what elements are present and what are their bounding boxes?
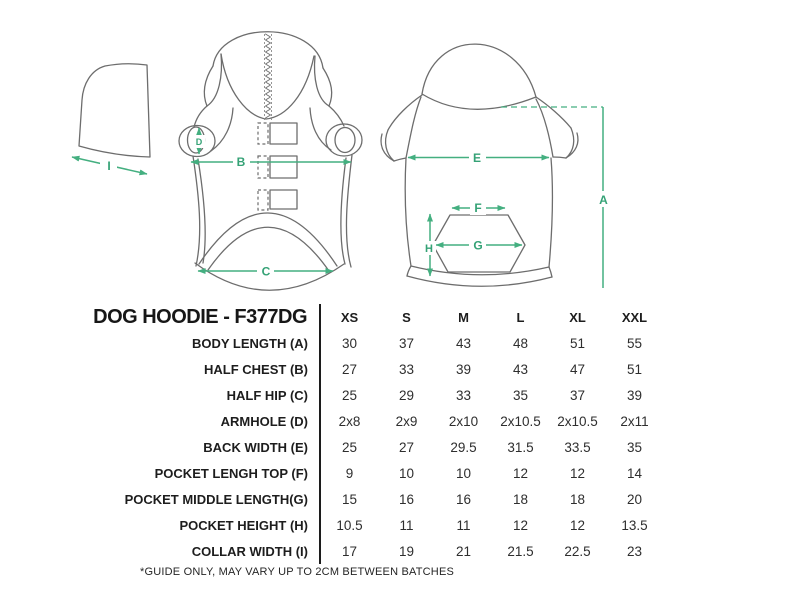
size-value-cell: 39 xyxy=(455,361,472,377)
size-value-cell: 21 xyxy=(455,543,472,559)
size-value-cell: 9 xyxy=(345,465,354,481)
table-row xyxy=(60,538,663,564)
size-value-cell: 19 xyxy=(398,543,415,559)
size-value-cell: 2x8 xyxy=(338,413,361,429)
measure-line-a xyxy=(501,107,611,288)
chart-title: DOG HOODIE - F377DG xyxy=(60,304,320,330)
size-value-cell: 29.5 xyxy=(450,439,477,455)
size-value-cell: 33 xyxy=(398,361,415,377)
size-value-cell: 29 xyxy=(398,387,415,403)
table-row xyxy=(60,512,663,538)
size-value-cell: 48 xyxy=(512,335,529,351)
measure-arrow-i xyxy=(72,157,147,174)
size-value-cell: 18 xyxy=(512,491,529,507)
row-label: HALF HIP (C) xyxy=(60,382,320,408)
size-value-cell: 18 xyxy=(569,491,586,507)
size-column-header: XL xyxy=(569,309,586,325)
measure-arrow-g xyxy=(436,237,522,253)
size-column-header: S xyxy=(402,309,411,325)
measure-letter-e: E xyxy=(472,151,482,165)
size-value-cell: 22.5 xyxy=(564,543,591,559)
size-value-cell: 37 xyxy=(569,387,586,403)
table-row xyxy=(60,434,663,460)
size-value-cell: 43 xyxy=(512,361,529,377)
measure-letter-g: G xyxy=(473,238,483,253)
size-value-cell: 27 xyxy=(398,439,415,455)
size-value-cell: 12 xyxy=(512,517,529,533)
size-column-header: M xyxy=(458,309,469,325)
size-value-cell: 55 xyxy=(626,335,643,351)
size-value-cell: 43 xyxy=(455,335,472,351)
size-value-cell: 35 xyxy=(512,387,529,403)
row-label: POCKET MIDDLE LENGTH(G) xyxy=(60,486,320,512)
row-label: POCKET HEIGHT (H) xyxy=(60,512,320,538)
size-column-header: L xyxy=(516,309,525,325)
size-value-cell: 2x9 xyxy=(395,413,418,429)
size-value-cell: 33.5 xyxy=(564,439,591,455)
back-view-diagram xyxy=(381,44,611,288)
size-value-cell: 31.5 xyxy=(507,439,534,455)
size-table xyxy=(60,304,664,564)
size-value-cell: 2x10.5 xyxy=(500,413,541,429)
measure-letter-h: H xyxy=(425,243,433,255)
size-value-cell: 51 xyxy=(569,335,586,351)
row-label: HALF CHEST (B) xyxy=(60,356,320,382)
size-value-cell: 35 xyxy=(626,439,643,455)
size-value-cell: 23 xyxy=(626,543,643,559)
size-value-cell: 12 xyxy=(569,465,586,481)
size-value-cell: 30 xyxy=(341,335,358,351)
size-value-cell: 15 xyxy=(341,491,358,507)
size-value-cell: 10.5 xyxy=(336,517,363,533)
size-value-cell: 39 xyxy=(626,387,643,403)
row-label: ARMHOLE (D) xyxy=(60,408,320,434)
size-value-cell: 2x10 xyxy=(448,413,479,429)
row-label: BACK WIDTH (E) xyxy=(60,434,320,460)
measure-letter-d: D xyxy=(195,137,203,147)
collar-piece-diagram xyxy=(72,64,150,174)
size-value-cell: 37 xyxy=(398,335,415,351)
right-armhole xyxy=(326,124,362,156)
size-value-cell: 16 xyxy=(398,491,415,507)
size-value-cell: 27 xyxy=(341,361,358,377)
size-value-cell: 21.5 xyxy=(507,543,534,559)
table-header-row xyxy=(60,304,663,330)
size-value-cell: 11 xyxy=(399,517,414,533)
table-row xyxy=(60,460,663,486)
measure-letter-c: C xyxy=(261,264,271,279)
measure-letter-a: A xyxy=(599,193,608,207)
table-row xyxy=(60,408,663,434)
size-value-cell: 17 xyxy=(341,543,358,559)
row-label: BODY LENGTH (A) xyxy=(60,330,320,356)
size-value-cell: 20 xyxy=(626,491,643,507)
velcro-tabs xyxy=(258,123,297,210)
table-row xyxy=(60,356,663,382)
size-value-cell: 25 xyxy=(341,387,358,403)
size-value-cell: 13.5 xyxy=(621,517,648,533)
zigzag-stitch xyxy=(265,34,272,120)
measure-arrow-h xyxy=(421,214,436,276)
size-value-cell: 11 xyxy=(456,517,471,533)
front-view-diagram xyxy=(179,32,362,291)
size-value-cell: 47 xyxy=(569,361,586,377)
size-value-cell: 51 xyxy=(626,361,643,377)
measure-arrow-c xyxy=(198,263,333,279)
row-label: COLLAR WIDTH (I) xyxy=(60,538,320,564)
measure-letter-f: F xyxy=(474,201,482,215)
size-value-cell: 10 xyxy=(455,465,472,481)
row-label: POCKET LENGH TOP (F) xyxy=(60,460,320,486)
size-value-cell: 12 xyxy=(569,517,586,533)
measure-arrow-f xyxy=(452,201,505,215)
size-column-header: XXL xyxy=(621,309,648,325)
table-row xyxy=(60,382,663,408)
size-value-cell: 16 xyxy=(455,491,472,507)
size-value-cell: 25 xyxy=(341,439,358,455)
footnote: *GUIDE ONLY, MAY VARY UP TO 2CM BETWEEN BATCHES xyxy=(140,566,455,578)
size-value-cell: 33 xyxy=(455,387,472,403)
measure-letter-i: I xyxy=(107,159,111,173)
table-row xyxy=(60,330,663,356)
table-row xyxy=(60,486,663,512)
measure-arrow-e xyxy=(408,150,549,165)
size-value-cell: 10 xyxy=(398,465,415,481)
size-value-cell: 12 xyxy=(512,465,529,481)
measure-letter-b: B xyxy=(236,155,246,169)
size-value-cell: 14 xyxy=(626,465,643,481)
size-column-header: XS xyxy=(340,309,359,325)
size-value-cell: 2x10.5 xyxy=(557,413,598,429)
size-value-cell: 2x11 xyxy=(620,413,649,429)
